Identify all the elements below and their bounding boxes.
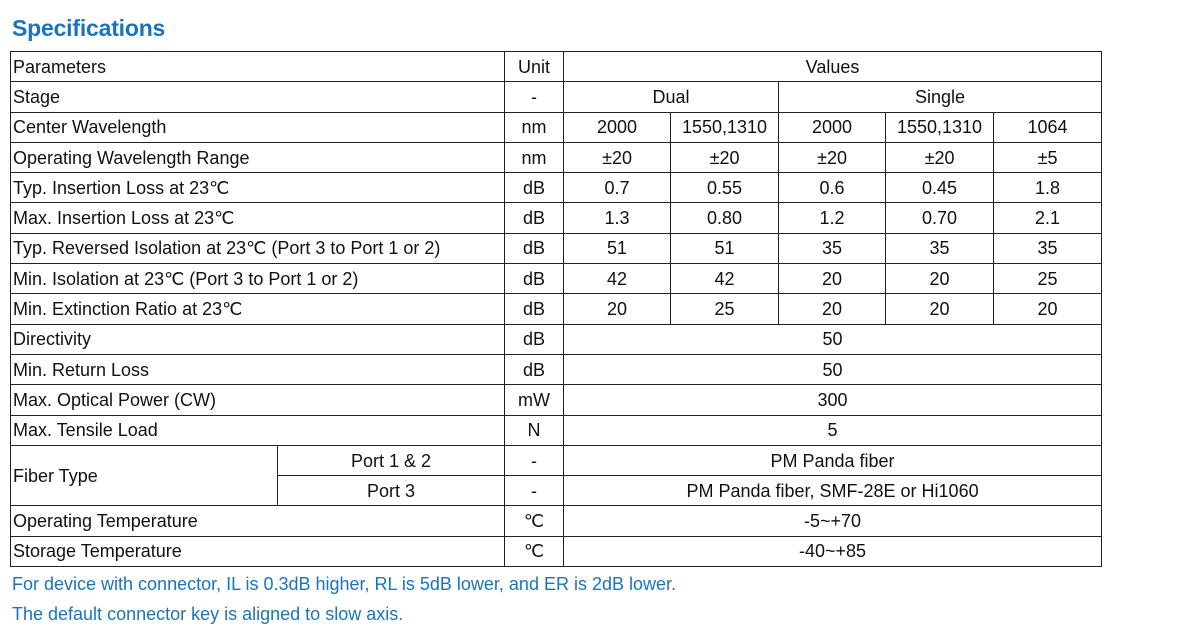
row-label: Storage Temperature: [11, 536, 505, 566]
table-cell: ±20: [564, 142, 671, 172]
table-cell: -5~+70: [564, 506, 1102, 536]
row-unit: dB: [505, 354, 564, 384]
table-cell: ±5: [994, 142, 1102, 172]
row-unit: dB: [505, 173, 564, 203]
table-cell: 20: [886, 294, 994, 324]
table-cell: 1.3: [564, 203, 671, 233]
row-label: Max. Optical Power (CW): [11, 385, 505, 415]
table-row: [11, 536, 1102, 566]
table-cell: 1.2: [779, 203, 886, 233]
stage-dual: Dual: [564, 82, 779, 112]
table-cell: ±20: [886, 142, 994, 172]
table-cell: 51: [564, 233, 671, 263]
table-cell: 35: [779, 233, 886, 263]
fiber-port-label: Port 3: [278, 476, 505, 506]
stage-single: Single: [779, 82, 1102, 112]
row-label: Min. Return Loss: [11, 354, 505, 384]
table-row: [11, 385, 1102, 415]
row-label: Min. Extinction Ratio at 23℃: [11, 294, 505, 324]
table-cell: 20: [779, 294, 886, 324]
row-unit: mW: [505, 385, 564, 415]
fiber-type-label: Fiber Type: [11, 445, 278, 506]
page-title: Specifications: [12, 15, 166, 41]
row-unit: -: [505, 445, 564, 475]
table-row: [11, 173, 1102, 203]
table-cell: 300: [564, 385, 1102, 415]
row-label: Center Wavelength: [11, 112, 505, 142]
footnote-connector-key: The default connector key is aligned to slow axis.: [12, 604, 404, 624]
row-unit: dB: [505, 324, 564, 354]
row-label: Operating Temperature: [11, 506, 505, 536]
table-cell: PM Panda fiber: [564, 445, 1102, 475]
table-cell: 2000: [564, 112, 671, 142]
table-cell: 0.6: [779, 173, 886, 203]
header-values: Values: [564, 52, 1102, 82]
row-label: Operating Wavelength Range: [11, 142, 505, 172]
table-row: [11, 264, 1102, 294]
table-cell: 42: [671, 264, 779, 294]
table-row: [11, 142, 1102, 172]
table-cell: 1550,1310: [671, 112, 779, 142]
table-cell: PM Panda fiber, SMF-28E or Hi1060: [564, 476, 1102, 506]
table-cell: 5: [564, 415, 1102, 445]
table-row: [11, 294, 1102, 324]
table-row-stage: [11, 82, 1102, 112]
row-label: Directivity: [11, 324, 505, 354]
table-cell: 1550,1310: [886, 112, 994, 142]
table-cell: 25: [994, 264, 1102, 294]
table-cell: 0.80: [671, 203, 779, 233]
table-cell: 20: [779, 264, 886, 294]
row-unit: dB: [505, 233, 564, 263]
row-unit: ℃: [505, 536, 564, 566]
table-cell: 50: [564, 324, 1102, 354]
row-label: Max. Tensile Load: [11, 415, 505, 445]
table-cell: 51: [671, 233, 779, 263]
table-row-center-wavelength: [11, 112, 1102, 142]
footnote-connector: For device with connector, IL is 0.3dB higher, RL is 5dB lower, and ER is 2dB lower.: [12, 574, 677, 594]
table-cell: 2.1: [994, 203, 1102, 233]
header-unit: Unit: [505, 52, 564, 82]
table-cell: ±20: [671, 142, 779, 172]
table-cell: 20: [564, 294, 671, 324]
table-cell: ±20: [779, 142, 886, 172]
specifications-table: [10, 51, 1102, 567]
row-unit: -: [505, 476, 564, 506]
table-cell: 0.55: [671, 173, 779, 203]
row-unit: dB: [505, 203, 564, 233]
fiber-port-label: Port 1 & 2: [278, 445, 505, 475]
row-unit: nm: [505, 142, 564, 172]
row-label: Typ. Reversed Isolation at 23℃ (Port 3 to Port 1 or 2): [11, 233, 505, 263]
row-unit: N: [505, 415, 564, 445]
table-cell: 35: [994, 233, 1102, 263]
row-unit: nm: [505, 112, 564, 142]
table-cell: 25: [671, 294, 779, 324]
table-cell: 50: [564, 354, 1102, 384]
row-unit: dB: [505, 264, 564, 294]
table-cell: 35: [886, 233, 994, 263]
table-row: [11, 354, 1102, 384]
table-row: [11, 233, 1102, 263]
table-cell: 1064: [994, 112, 1102, 142]
row-unit: ℃: [505, 506, 564, 536]
table-cell: 1.8: [994, 173, 1102, 203]
table-cell: -40~+85: [564, 536, 1102, 566]
table-row: [11, 415, 1102, 445]
row-unit: dB: [505, 294, 564, 324]
table-cell: 0.7: [564, 173, 671, 203]
row-unit: -: [505, 82, 564, 112]
table-cell: 0.45: [886, 173, 994, 203]
row-label: Max. Insertion Loss at 23℃: [11, 203, 505, 233]
table-row: [11, 203, 1102, 233]
header-parameters: Parameters: [11, 52, 505, 82]
table-header-row: [11, 52, 1102, 82]
row-label: Typ. Insertion Loss at 23℃: [11, 173, 505, 203]
table-row: [11, 324, 1102, 354]
table-cell: 20: [994, 294, 1102, 324]
table-cell: 42: [564, 264, 671, 294]
table-cell: 2000: [779, 112, 886, 142]
row-label: Stage: [11, 82, 505, 112]
table-cell: 20: [886, 264, 994, 294]
row-label: Min. Isolation at 23℃ (Port 3 to Port 1 or 2): [11, 264, 505, 294]
table-row: [11, 506, 1102, 536]
table-cell: 0.70: [886, 203, 994, 233]
table-row-fiber-type: [11, 445, 1102, 475]
